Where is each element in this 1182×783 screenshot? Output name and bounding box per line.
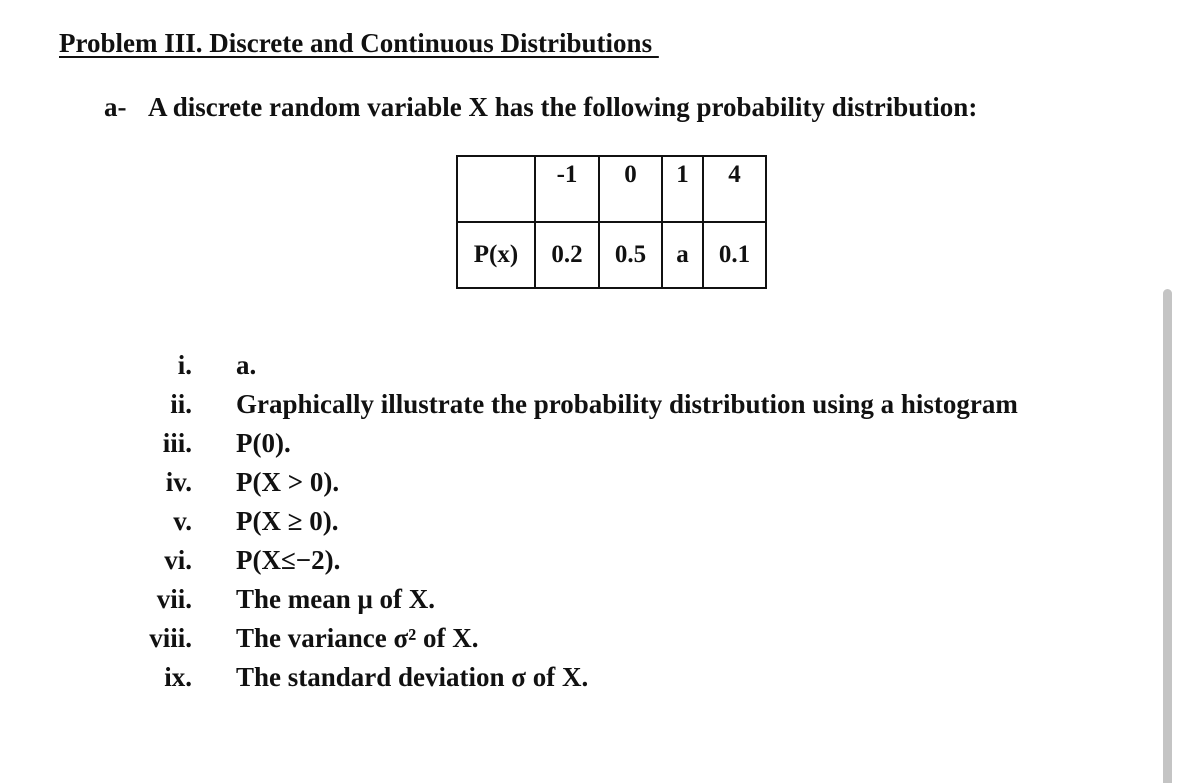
question-number: vii. — [156, 584, 192, 614]
question-text: The variance σ² of X. — [236, 623, 479, 653]
question-text: P(X≤−2). — [236, 545, 341, 575]
question-number: iii. — [162, 428, 192, 458]
table-row-probabilities — [457, 222, 766, 288]
probability-distribution-table — [456, 155, 767, 289]
question-number: v. — [173, 506, 192, 536]
list-item — [0, 621, 1182, 660]
question-text: Graphically illustrate the probability distribution using a histogram — [236, 389, 1018, 419]
question-number: vi. — [164, 545, 192, 575]
question-text: P(0). — [236, 428, 291, 458]
list-item — [0, 348, 1182, 387]
question-text: The mean μ of X. — [236, 584, 436, 614]
list-item — [0, 387, 1182, 426]
question-text: a. — [236, 350, 257, 380]
list-item — [0, 543, 1182, 582]
list-item — [0, 660, 1182, 699]
part-description: A discrete random variable X has the following probability distribution: — [148, 92, 978, 122]
table-row-values — [457, 156, 766, 222]
table-cell: 0.1 — [703, 222, 766, 288]
list-item — [0, 426, 1182, 465]
part-label: a- — [104, 92, 127, 122]
table-cell: 0.5 — [599, 222, 662, 288]
vertical-scrollbar[interactable] — [1163, 289, 1172, 783]
question-number: ii. — [170, 389, 192, 419]
table-cell: P(x) — [457, 222, 535, 288]
question-number: ix. — [164, 662, 192, 692]
table-cell — [457, 156, 535, 222]
table-cell: -1 — [535, 156, 599, 222]
question-number: iv. — [165, 467, 192, 497]
problem-title: Problem III. Discrete and Continuous Distributions — [59, 28, 659, 58]
list-item — [0, 504, 1182, 543]
question-number: viii. — [149, 623, 192, 653]
question-number: i. — [177, 350, 192, 380]
table-cell: 1 — [662, 156, 703, 222]
table-cell: 0.2 — [535, 222, 599, 288]
table-cell: 0 — [599, 156, 662, 222]
list-item — [0, 465, 1182, 504]
question-text: The standard deviation σ of X. — [236, 662, 589, 692]
question-list — [0, 348, 1182, 699]
question-text: P(X ≥ 0). — [236, 506, 339, 536]
table-cell: a — [662, 222, 703, 288]
table-cell: 4 — [703, 156, 766, 222]
list-item — [0, 582, 1182, 621]
question-text: P(X > 0). — [236, 467, 340, 497]
